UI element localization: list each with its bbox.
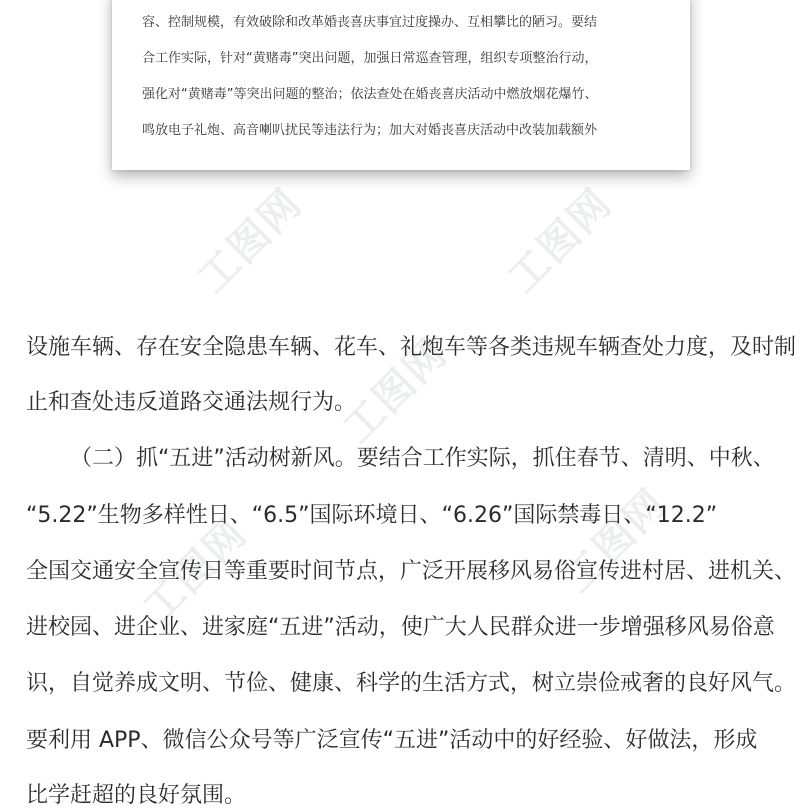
watermark-text: 工图网 xyxy=(554,480,677,602)
body-line: 比学赶超的良好氛围。 xyxy=(26,783,247,808)
body-line: 设施车辆、存在安全隐患车辆、花车、礼炮车等各类违规车辆查处力度，及时制 xyxy=(26,335,797,360)
watermark-text: 工图网 xyxy=(499,180,622,302)
watermark-text: 工图网 xyxy=(334,330,457,452)
body-line: “5.22”生物多样性日、“6.5”国际环境日、“6.26”国际禁毒日、“12.2” xyxy=(26,503,718,528)
body-line: 要利用 APP、微信公众号等广泛宣传“五进”活动中的好经验、好做法，形成 xyxy=(26,728,758,753)
body-line: 止和查处违反道路交通法规行为。 xyxy=(26,390,357,415)
body-line: 识，自觉养成文明、节俭、健康、科学的生活方式，树立崇俭戒奢的良好风气。 xyxy=(26,671,797,696)
excerpt-line: 鸣放电子礼炮、高音喇叭扰民等违法行为；加大对婚丧喜庆活动中改装加载额外 xyxy=(142,123,598,138)
excerpt-line: 合工作实际，针对“黄赌毒”突出问题，加强日常巡查管理，组织专项整治行动， xyxy=(142,51,598,66)
excerpt-line: 容、控制规模，有效破除和改革婚丧喜庆事宜过度操办、互相攀比的陋习。要结 xyxy=(142,15,598,30)
excerpt-card xyxy=(112,0,690,170)
watermark-text: 工图网 xyxy=(134,510,257,632)
section-heading-line: （二）抓“五进”活动树新风。要结合工作实际，抓住春节、清明、中秋、 xyxy=(70,446,775,471)
body-line: 进校园、进企业、进家庭“五进”活动，使广大人民群众进一步增强移风易俗意 xyxy=(26,615,775,640)
body-line: 全国交通安全宣传日等重要时间节点，广泛开展移风易俗宣传进村居、进机关、 xyxy=(26,559,797,584)
watermark-text: 工图网 xyxy=(189,180,312,302)
excerpt-line: 强化对“黄赌毒”等突出问题的整治；依法查处在婚丧喜庆活动中燃放烟花爆竹、 xyxy=(142,87,598,102)
